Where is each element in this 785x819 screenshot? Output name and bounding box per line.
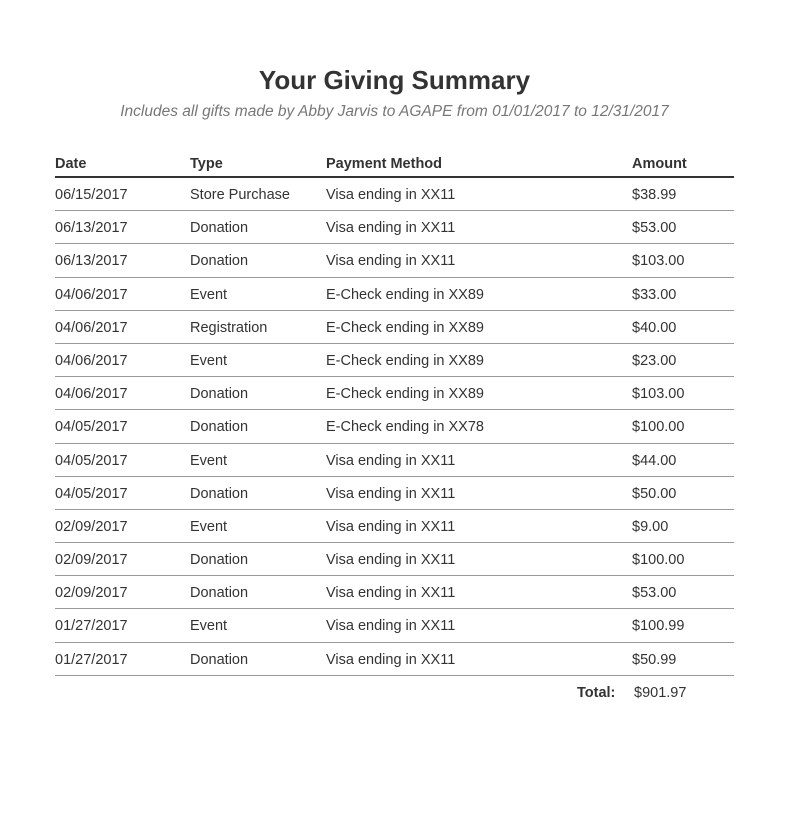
cell-date: 01/27/2017 xyxy=(55,618,128,635)
cell-amount: $103.00 xyxy=(632,253,685,270)
cell-amount: $23.00 xyxy=(632,352,677,369)
column-header-type: Type xyxy=(190,156,223,172)
cell-amount: $9.00 xyxy=(632,518,669,535)
cell-date: 02/09/2017 xyxy=(55,585,128,602)
cell-date: 06/13/2017 xyxy=(55,220,128,237)
cell-type: Event xyxy=(190,286,228,303)
cell-date: 04/06/2017 xyxy=(55,352,128,369)
table-header xyxy=(55,154,734,178)
table-row xyxy=(55,643,734,676)
cell-payment-method: E-Check ending in XX89 xyxy=(326,386,484,403)
cell-payment-method: Visa ending in XX11 xyxy=(326,518,456,535)
table-row xyxy=(55,278,734,311)
cell-date: 04/06/2017 xyxy=(55,319,128,336)
cell-type: Donation xyxy=(190,253,249,270)
table-row xyxy=(55,477,734,510)
cell-amount: $100.00 xyxy=(632,419,685,436)
cell-payment-method: Visa ending in XX11 xyxy=(326,253,456,270)
cell-payment-method: E-Check ending in XX89 xyxy=(326,352,484,369)
cell-payment-method: Visa ending in XX11 xyxy=(326,187,456,203)
cell-type: Donation xyxy=(190,419,249,436)
cell-payment-method: Visa ending in XX11 xyxy=(326,452,456,469)
cell-payment-method: Visa ending in XX11 xyxy=(326,585,456,602)
cell-type: Donation xyxy=(190,651,249,668)
cell-date: 01/27/2017 xyxy=(55,651,128,668)
cell-type: Donation xyxy=(190,220,249,237)
table-row xyxy=(55,543,734,576)
cell-amount: $100.99 xyxy=(632,618,685,635)
cell-payment-method: E-Check ending in XX78 xyxy=(326,419,484,436)
cell-type: Donation xyxy=(190,386,249,403)
table-row xyxy=(55,244,734,277)
column-header-date: Date xyxy=(55,156,87,172)
cell-date: 04/06/2017 xyxy=(55,286,128,303)
cell-payment-method: Visa ending in XX11 xyxy=(326,485,456,502)
cell-date: 02/09/2017 xyxy=(55,518,128,535)
cell-type: Donation xyxy=(190,552,249,569)
table-row xyxy=(55,211,734,244)
page-title: Your Giving Summary xyxy=(258,65,531,95)
cell-payment-method: E-Check ending in XX89 xyxy=(326,286,484,303)
cell-type: Donation xyxy=(190,485,249,502)
table-total-row xyxy=(55,676,734,706)
column-header-amount: Amount xyxy=(632,156,687,172)
table-row xyxy=(55,510,734,543)
cell-type: Event xyxy=(190,618,228,635)
giving-table xyxy=(55,154,734,706)
cell-amount: $50.00 xyxy=(632,485,677,502)
table-body xyxy=(55,178,734,676)
cell-date: 04/05/2017 xyxy=(55,452,128,469)
cell-type: Event xyxy=(190,452,228,469)
cell-payment-method: Visa ending in XX11 xyxy=(326,552,456,569)
table-row xyxy=(55,410,734,443)
cell-payment-method: E-Check ending in XX89 xyxy=(326,319,484,336)
cell-type: Store Purchase xyxy=(190,187,290,203)
table-row xyxy=(55,444,734,477)
cell-amount: $103.00 xyxy=(632,386,685,403)
table-row xyxy=(55,609,734,642)
cell-type: Event xyxy=(190,518,228,535)
cell-date: 04/05/2017 xyxy=(55,485,128,502)
cell-date: 04/06/2017 xyxy=(55,386,128,403)
cell-type: Event xyxy=(190,352,228,369)
table-row xyxy=(55,377,734,410)
cell-amount: $38.99 xyxy=(632,187,677,203)
table-row xyxy=(55,178,734,211)
cell-date: 02/09/2017 xyxy=(55,552,128,569)
cell-amount: $50.99 xyxy=(632,651,677,668)
table-row xyxy=(55,344,734,377)
table-row xyxy=(55,311,734,344)
cell-amount: $40.00 xyxy=(632,319,677,336)
cell-type: Donation xyxy=(190,585,249,602)
cell-payment-method: Visa ending in XX11 xyxy=(326,651,456,668)
column-header-payment-method: Payment Method xyxy=(326,156,443,172)
cell-type: Registration xyxy=(190,319,268,336)
total-value: $901.97 xyxy=(634,684,687,701)
table-row xyxy=(55,576,734,609)
cell-amount: $44.00 xyxy=(632,452,677,469)
cell-date: 04/05/2017 xyxy=(55,419,128,436)
cell-amount: $33.00 xyxy=(632,286,677,303)
cell-date: 06/13/2017 xyxy=(55,253,128,270)
cell-amount: $53.00 xyxy=(632,220,677,237)
cell-amount: $100.00 xyxy=(632,552,685,569)
cell-payment-method: Visa ending in XX11 xyxy=(326,618,456,635)
total-label: Total: xyxy=(577,684,616,701)
cell-date: 06/15/2017 xyxy=(55,187,128,203)
cell-payment-method: Visa ending in XX11 xyxy=(326,220,456,237)
cell-amount: $53.00 xyxy=(632,585,677,602)
page-subtitle: Includes all gifts made by Abby Jarvis to AGAPE from 01/01/2017 to 12/31/2017 xyxy=(120,103,669,120)
